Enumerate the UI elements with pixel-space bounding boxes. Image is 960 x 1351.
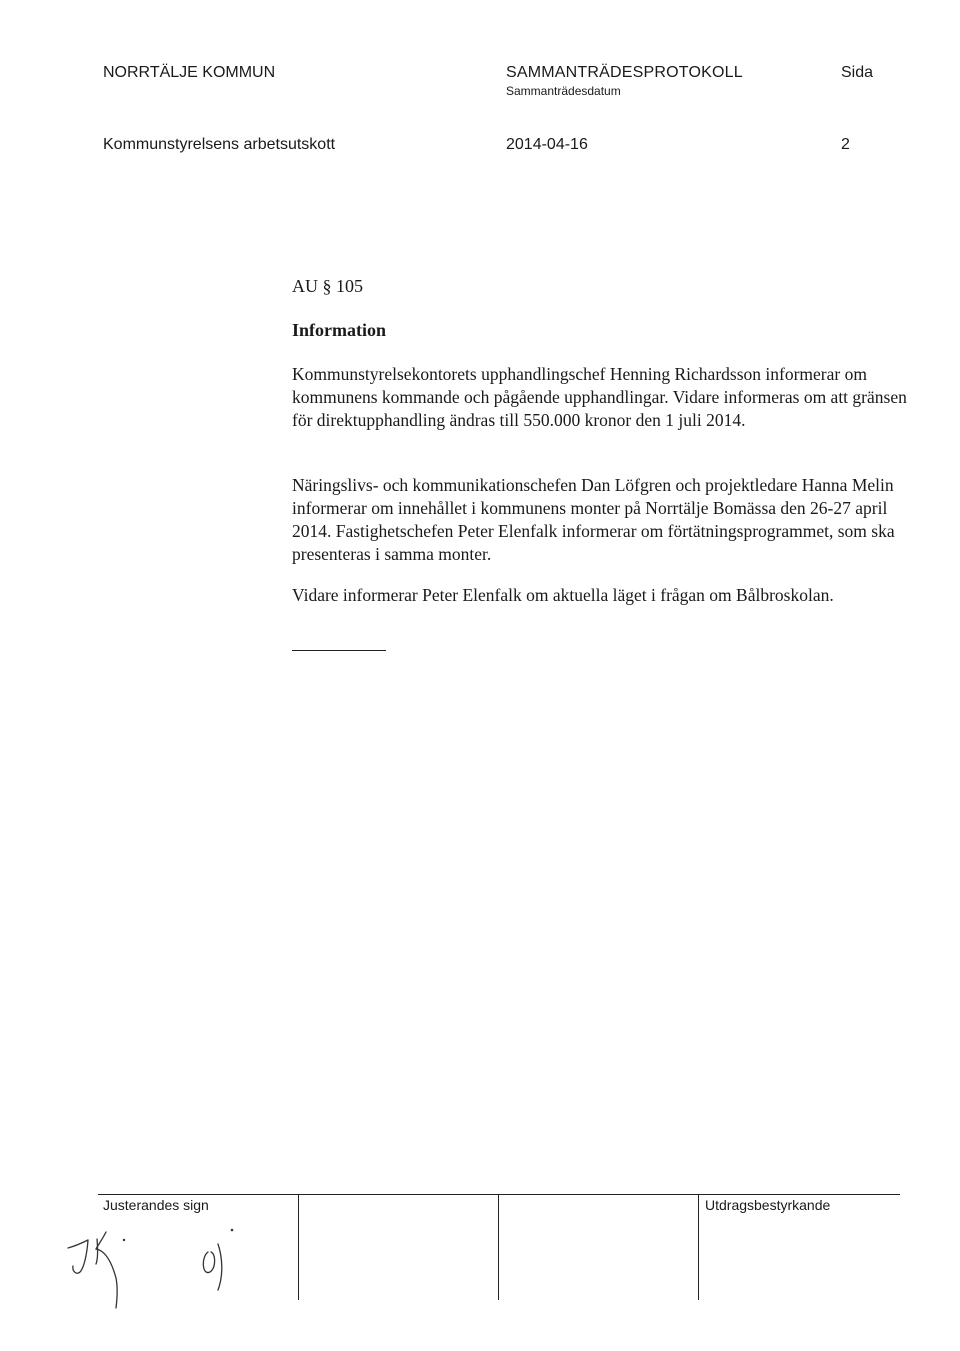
committee-name: Kommunstyrelsens arbetsutskott: [103, 136, 336, 153]
page-number: 2: [841, 136, 850, 153]
meeting-date: 2014-04-16: [506, 136, 588, 153]
handwritten-initials: [60, 1226, 270, 1321]
footer-divider: [698, 1194, 699, 1300]
section-heading: Information: [292, 320, 386, 340]
document-title: SAMMANTRÄDESPROTOKOLL: [506, 64, 743, 81]
body-paragraph: Vidare informerar Peter Elenfalk om aktuella läget i frågan om Bålbroskolan.: [292, 585, 834, 605]
page-label: Sida: [841, 64, 874, 81]
utdragsbestyrkande-label: Utdragsbestyrkande: [705, 1197, 831, 1213]
meeting-date-label: Sammanträdesdatum: [506, 84, 621, 98]
footer-divider: [498, 1194, 499, 1300]
body-paragraph: Kommunstyrelsekontorets upphandlingschef Henning Richardsson informerar om kommunens kommande och pågående upphandlingar. Vidare informeras om att gränsen för direktupphandling ändras till 550.000 kronor den 1 juli 2014.: [292, 364, 907, 430]
section-number: AU § 105: [292, 276, 363, 296]
footer-divider: [298, 1194, 299, 1300]
body-paragraph: Näringslivs- och kommunikationschefen Dan Löfgren och projektledare Hanna Melin informerar om innehållet i kommunens monter på Norrtälje Bomässa den 26-27 april 2014. Fastighetschefen Peter Elenfalk informerar om förtätningsprogrammet, som ska presenteras i samma monter.: [292, 475, 895, 564]
organization-name: NORRTÄLJE KOMMUN: [103, 64, 276, 81]
section-end-rule: [292, 650, 386, 651]
footer-rule: [98, 1194, 900, 1195]
justerandes-sign-label: Justerandes sign: [103, 1197, 209, 1213]
